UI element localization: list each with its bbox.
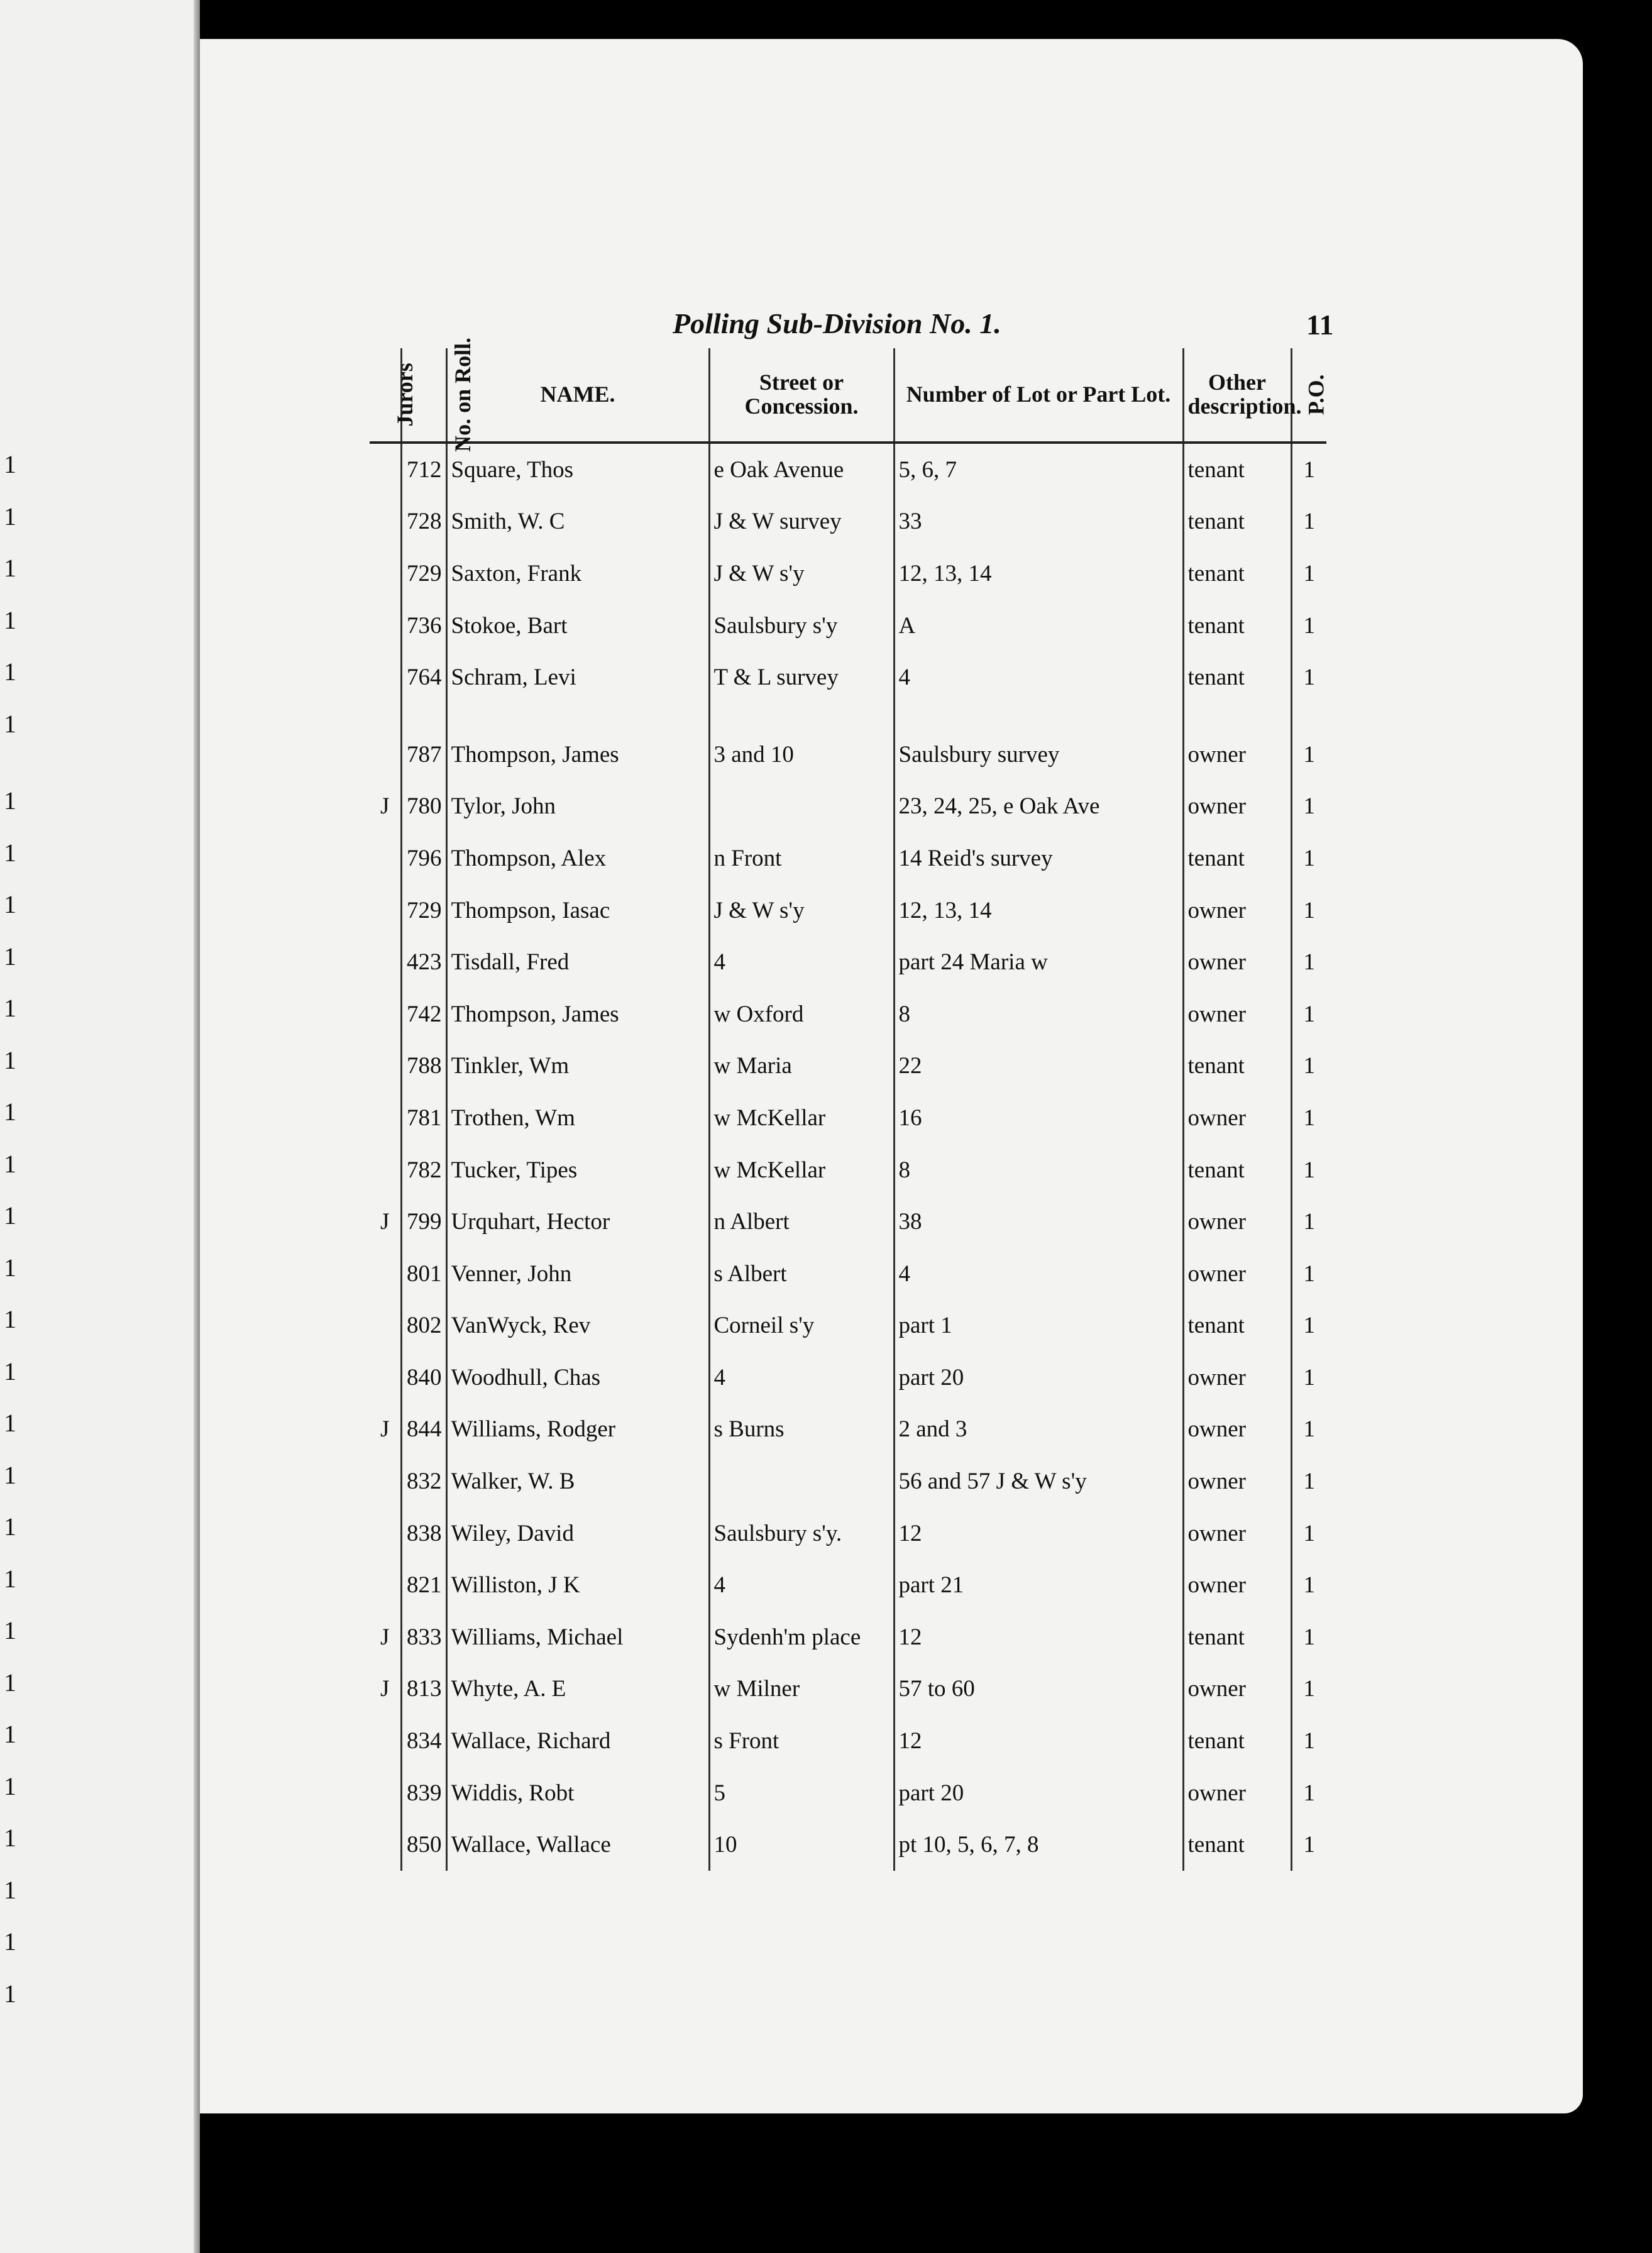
po-value: 1 (1303, 897, 1315, 923)
roll-number: 799 (401, 1196, 446, 1248)
voter-name: Wallace, Richard (446, 1715, 709, 1767)
po-value: 1 (1303, 949, 1315, 976)
voter-name: VanWyck, Rev (446, 1300, 709, 1352)
table-row (370, 548, 1326, 600)
previous-page-po-value: 1 (4, 658, 16, 686)
page-header: Polling Sub-Division No. 1. (673, 307, 1001, 339)
lot-number: 4 (894, 1248, 1183, 1300)
juror-mark (370, 548, 401, 600)
table-row (370, 781, 1326, 833)
street-or-concession: 4 (709, 1352, 894, 1404)
lot-number: 12 (894, 1715, 1183, 1767)
po-value: 1 (1303, 1780, 1315, 1806)
voter-name: Widdis, Robt (446, 1767, 709, 1819)
lot-number: 57 to 60 (894, 1663, 1183, 1716)
po-value: 1 (1303, 793, 1315, 820)
lot-number: part 24 Maria w (894, 936, 1183, 988)
previous-page-po-value: 1 (4, 890, 16, 918)
lot-number: 23, 24, 25, e Oak Ave (894, 781, 1183, 833)
roll-number: 802 (401, 1300, 446, 1352)
roll-number: 838 (401, 1507, 446, 1560)
street-or-concession: w Oxford (709, 988, 894, 1040)
table-row (370, 651, 1326, 703)
voter-name: Tinkler, Wm (446, 1040, 709, 1093)
roll-number: 813 (401, 1663, 446, 1716)
table-row (370, 443, 1326, 496)
street-or-concession: s Front (709, 1715, 894, 1767)
juror-mark (370, 1040, 401, 1093)
previous-page-po-value: 1 (4, 1875, 16, 1904)
po-value: 1 (1303, 509, 1315, 535)
po-value: 1 (1303, 1676, 1315, 1702)
street-or-concession: n Front (709, 832, 894, 884)
previous-page-po-value: 1 (4, 1357, 16, 1385)
table-row (370, 1767, 1326, 1819)
other-description: owner (1183, 988, 1291, 1040)
po-value: 1 (1303, 1520, 1315, 1546)
voter-name: Walker, W. B (446, 1455, 709, 1507)
table-row (370, 832, 1326, 884)
other-description: owner (1183, 1507, 1291, 1560)
other-description: tenant (1183, 1300, 1291, 1352)
po-value: 1 (1303, 845, 1315, 871)
roll-number: 821 (401, 1559, 446, 1611)
previous-page-po-value: 1 (4, 1409, 16, 1437)
col-po: P.O. (1291, 348, 1326, 443)
street-or-concession: n Albert (709, 1196, 894, 1248)
previous-page-po-value: 1 (4, 1098, 16, 1126)
juror-mark: J (370, 1404, 401, 1456)
roll-number: 801 (401, 1248, 446, 1300)
roll-number: 736 (401, 600, 446, 652)
voter-name: Thompson, James (446, 729, 709, 781)
lot-number: 56 and 57 J & W s'y (894, 1455, 1183, 1507)
roll-number: 844 (401, 1404, 446, 1456)
previous-page-po-value: 1 (4, 1149, 16, 1178)
other-description: tenant (1183, 1611, 1291, 1663)
previous-page-po-value: 1 (4, 838, 16, 867)
other-description: owner (1183, 1767, 1291, 1819)
street-or-concession (709, 1455, 894, 1507)
po-value: 1 (1303, 1001, 1315, 1027)
other-description: owner (1183, 1196, 1291, 1248)
other-description: tenant (1183, 1040, 1291, 1093)
voter-name: Woodhull, Chas (446, 1352, 709, 1404)
voter-name: Thompson, Iasac (446, 884, 709, 937)
juror-mark (370, 443, 401, 496)
voter-name: Venner, John (446, 1248, 709, 1300)
table-row (370, 729, 1326, 781)
table-row (370, 600, 1326, 652)
lot-number: 12 (894, 1611, 1183, 1663)
lot-number: 12 (894, 1507, 1183, 1560)
previous-page-po-value: 1 (4, 1824, 16, 1852)
street-or-concession: J & W s'y (709, 548, 894, 600)
other-description: tenant (1183, 548, 1291, 600)
street-or-concession: 4 (709, 936, 894, 988)
other-description: tenant (1183, 651, 1291, 703)
street-or-concession: T & L survey (709, 651, 894, 703)
table-row (370, 1040, 1326, 1093)
roll-number: 840 (401, 1352, 446, 1404)
previous-page-edge (0, 0, 200, 2253)
juror-mark (370, 1455, 401, 1507)
voter-name: Tisdall, Fred (446, 936, 709, 988)
po-value: 1 (1303, 560, 1315, 587)
voter-name: Square, Thos (446, 443, 709, 496)
voter-name: Wiley, David (446, 1507, 709, 1560)
po-value: 1 (1303, 1468, 1315, 1495)
po-value: 1 (1303, 1624, 1315, 1650)
roll-number: 850 (401, 1819, 446, 1871)
roll-number: 782 (401, 1144, 446, 1196)
street-or-concession: Sydenh'm place (709, 1611, 894, 1663)
juror-mark (370, 600, 401, 652)
page-fold (194, 0, 200, 2253)
juror-mark (370, 1819, 401, 1871)
lot-number: A (894, 600, 1183, 652)
lot-number: 38 (894, 1196, 1183, 1248)
table-row (370, 1352, 1326, 1404)
lot-number: part 21 (894, 1559, 1183, 1611)
street-or-concession: 5 (709, 1767, 894, 1819)
table-row (370, 1507, 1326, 1560)
previous-page-po-value: 1 (4, 1460, 16, 1489)
other-description: owner (1183, 1455, 1291, 1507)
juror-mark (370, 936, 401, 988)
previous-page-po-value: 1 (4, 994, 16, 1022)
table-row (370, 1611, 1326, 1663)
po-value: 1 (1303, 1728, 1315, 1754)
previous-page-po-value: 1 (4, 1616, 16, 1644)
col-other: Other description. (1183, 348, 1291, 443)
lot-number: part 20 (894, 1767, 1183, 1819)
street-or-concession: J & W survey (709, 496, 894, 548)
voter-name: Whyte, A. E (446, 1663, 709, 1716)
other-description: tenant (1183, 1715, 1291, 1767)
roll-number: 764 (401, 651, 446, 703)
voter-name: Urquhart, Hector (446, 1196, 709, 1248)
previous-page-po-value: 1 (4, 1564, 16, 1593)
voter-name: Williams, Rodger (446, 1404, 709, 1456)
other-description: owner (1183, 936, 1291, 988)
previous-page-po-value: 1 (4, 502, 16, 531)
roll-number: 729 (401, 548, 446, 600)
other-description: owner (1183, 1663, 1291, 1716)
roll-number: 832 (401, 1455, 446, 1507)
previous-page-po-value: 1 (4, 1305, 16, 1333)
po-value: 1 (1303, 1364, 1315, 1391)
juror-mark (370, 651, 401, 703)
po-value: 1 (1303, 1572, 1315, 1599)
juror-mark (370, 1144, 401, 1196)
other-description: owner (1183, 1559, 1291, 1611)
lot-number: 8 (894, 1144, 1183, 1196)
col-name: NAME. (446, 348, 709, 443)
previous-page-po-value: 1 (4, 1668, 16, 1697)
table-row (370, 1300, 1326, 1352)
table-header-row (370, 348, 1326, 443)
street-or-concession (709, 781, 894, 833)
juror-mark (370, 988, 401, 1040)
po-value: 1 (1303, 1260, 1315, 1287)
previous-page-po-value: 1 (4, 709, 16, 738)
table-row (370, 496, 1326, 548)
roll-number: 834 (401, 1715, 446, 1767)
street-or-concession: s Burns (709, 1404, 894, 1456)
lot-number: pt 10, 5, 6, 7, 8 (894, 1819, 1183, 1871)
roll-number: 788 (401, 1040, 446, 1093)
street-or-concession: s Albert (709, 1248, 894, 1300)
juror-mark (370, 1715, 401, 1767)
table-row (370, 1455, 1326, 1507)
street-or-concession: e Oak Avenue (709, 443, 894, 496)
voters-roll-table (370, 337, 1328, 1871)
po-value: 1 (1303, 741, 1315, 768)
lot-number: Saulsbury survey (894, 729, 1183, 781)
other-description: tenant (1183, 496, 1291, 548)
table-row (370, 1559, 1326, 1611)
other-description: tenant (1183, 1819, 1291, 1871)
table-row (370, 1819, 1326, 1871)
roll-number: 796 (401, 832, 446, 884)
street-or-concession: w Milner (709, 1663, 894, 1716)
row-spacer (370, 703, 1326, 729)
street-or-concession: w McKellar (709, 1092, 894, 1144)
voter-name: Stokoe, Bart (446, 600, 709, 652)
other-description: owner (1183, 729, 1291, 781)
voter-name: Thompson, Alex (446, 832, 709, 884)
juror-mark (370, 1352, 401, 1404)
table-row (370, 1404, 1326, 1456)
other-description: owner (1183, 1248, 1291, 1300)
street-or-concession: 3 and 10 (709, 729, 894, 781)
col-street: Street or Concession. (709, 348, 894, 443)
po-value: 1 (1303, 1209, 1315, 1235)
previous-page-po-value: 1 (4, 1771, 16, 1800)
other-description: owner (1183, 884, 1291, 937)
juror-mark (370, 832, 401, 884)
po-value: 1 (1303, 1053, 1315, 1079)
lot-number: 12, 13, 14 (894, 884, 1183, 937)
lot-number: 2 and 3 (894, 1404, 1183, 1456)
lot-number: 4 (894, 651, 1183, 703)
lot-number: part 1 (894, 1300, 1183, 1352)
juror-mark (370, 1507, 401, 1560)
roll-number: 728 (401, 496, 446, 548)
juror-mark (370, 729, 401, 781)
voter-name: Smith, W. C (446, 496, 709, 548)
juror-mark: J (370, 1611, 401, 1663)
roll-number: 742 (401, 988, 446, 1040)
juror-mark (370, 1248, 401, 1300)
previous-page-po-value: 1 (4, 554, 16, 582)
page-number: 11 (1306, 309, 1334, 341)
table-row (370, 988, 1326, 1040)
street-or-concession: Saulsbury s'y (709, 600, 894, 652)
voter-name: Trothen, Wm (446, 1092, 709, 1144)
previous-page-po-value: 1 (4, 942, 16, 971)
lot-number: 5, 6, 7 (894, 443, 1183, 496)
juror-mark: J (370, 1196, 401, 1248)
roll-number: 833 (401, 1611, 446, 1663)
street-or-concession: 10 (709, 1819, 894, 1871)
voter-name: Saxton, Frank (446, 548, 709, 600)
col-jurors: Jurors (370, 348, 401, 443)
juror-mark (370, 884, 401, 937)
lot-number: 12, 13, 14 (894, 548, 1183, 600)
juror-mark (370, 1300, 401, 1352)
po-value: 1 (1303, 1416, 1315, 1443)
other-description: tenant (1183, 1144, 1291, 1196)
voter-name: Williston, J K (446, 1559, 709, 1611)
previous-page-po-value: 1 (4, 786, 16, 815)
juror-mark: J (370, 781, 401, 833)
roll-number: 729 (401, 884, 446, 937)
street-or-concession: Saulsbury s'y. (709, 1507, 894, 1560)
previous-page-po-value: 1 (4, 1201, 16, 1230)
lot-number: 14 Reid's survey (894, 832, 1183, 884)
table-row (370, 884, 1326, 937)
juror-mark (370, 1767, 401, 1819)
other-description: owner (1183, 1092, 1291, 1144)
lot-number: 33 (894, 496, 1183, 548)
voter-name: Tucker, Tipes (446, 1144, 709, 1196)
po-value: 1 (1303, 1104, 1315, 1131)
previous-page-po-value: 1 (4, 1045, 16, 1074)
lot-number: 16 (894, 1092, 1183, 1144)
previous-page-po-value: 1 (4, 1927, 16, 1956)
previous-page-po-value: 1 (4, 1512, 16, 1541)
table-row (370, 1715, 1326, 1767)
col-roll: No. on Roll. (401, 348, 446, 443)
street-or-concession: w McKellar (709, 1144, 894, 1196)
voter-name: Schram, Levi (446, 651, 709, 703)
roll-number: 787 (401, 729, 446, 781)
street-or-concession: w Maria (709, 1040, 894, 1093)
voter-name: Wallace, Wallace (446, 1819, 709, 1871)
voter-name: Thompson, James (446, 988, 709, 1040)
roll-number: 780 (401, 781, 446, 833)
col-lot: Number of Lot or Part Lot. (894, 348, 1183, 443)
table-row (370, 1092, 1326, 1144)
voter-name: Tylor, John (446, 781, 709, 833)
roll-number: 781 (401, 1092, 446, 1144)
lot-number: 8 (894, 988, 1183, 1040)
previous-page-po-value: 1 (4, 1253, 16, 1282)
previous-page-po-value: 1 (4, 450, 16, 478)
juror-mark (370, 496, 401, 548)
previous-page-po-value: 1 (4, 1720, 16, 1748)
table-row (370, 1248, 1326, 1300)
table-row (370, 1663, 1326, 1716)
table-row (370, 1196, 1326, 1248)
po-value: 1 (1303, 612, 1315, 639)
roll-number: 423 (401, 936, 446, 988)
street-or-concession: Corneil s'y (709, 1300, 894, 1352)
other-description: owner (1183, 1352, 1291, 1404)
roll-number: 839 (401, 1767, 446, 1819)
other-description: owner (1183, 1404, 1291, 1456)
other-description: tenant (1183, 443, 1291, 496)
po-value: 1 (1303, 1832, 1315, 1858)
voter-name: Williams, Michael (446, 1611, 709, 1663)
street-or-concession: J & W s'y (709, 884, 894, 937)
po-value: 1 (1303, 1313, 1315, 1339)
lot-number: part 20 (894, 1352, 1183, 1404)
juror-mark (370, 1559, 401, 1611)
other-description: owner (1183, 781, 1291, 833)
other-description: tenant (1183, 832, 1291, 884)
po-value: 1 (1303, 664, 1315, 691)
table-row (370, 1144, 1326, 1196)
juror-mark (370, 1092, 401, 1144)
lot-number: 22 (894, 1040, 1183, 1093)
street-or-concession: 4 (709, 1559, 894, 1611)
juror-mark: J (370, 1663, 401, 1716)
previous-page-po-value: 1 (4, 605, 16, 634)
roll-number: 712 (401, 443, 446, 496)
po-value: 1 (1303, 1157, 1315, 1183)
po-value: 1 (1303, 456, 1315, 483)
previous-page-po-value: 1 (4, 1979, 16, 2008)
other-description: tenant (1183, 600, 1291, 652)
table-row (370, 936, 1326, 988)
